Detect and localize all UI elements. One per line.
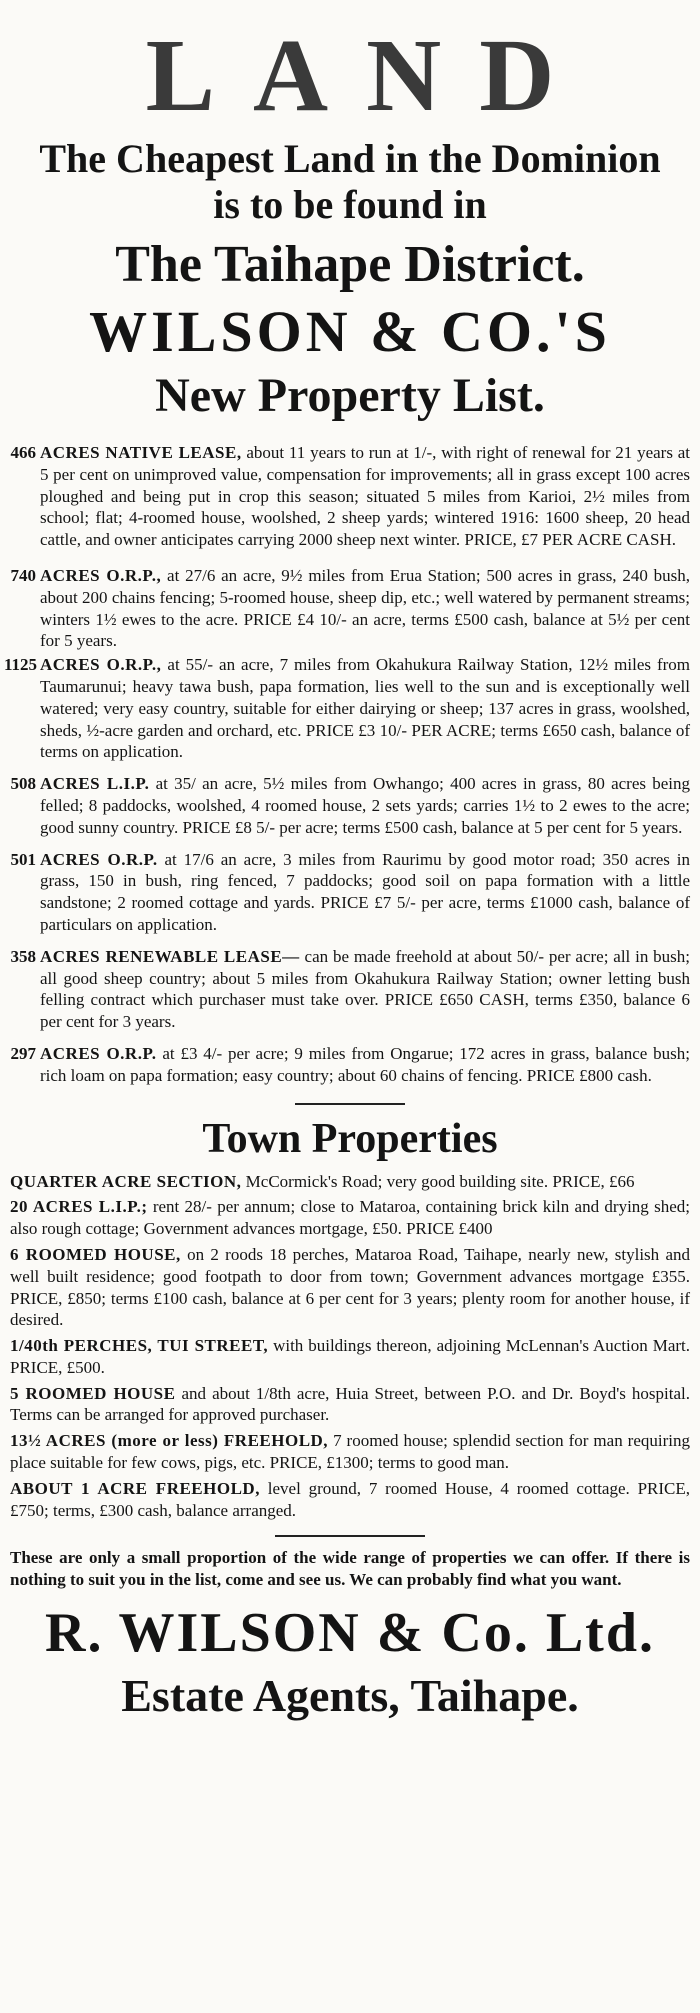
headline-cheapest-land: The Cheapest Land in the Dominion	[39, 136, 661, 181]
town-heading: 6 ROOMED HOUSE,	[10, 1244, 181, 1264]
town-heading: 1/40th PERCHES, TUI STREET,	[10, 1336, 269, 1356]
headline-property-list: New Property List.	[155, 369, 545, 422]
listing-text: about 11 years to run at 1/-, with right of renewal for 21 years at 5 per cent on unimproved value, compensation for improvements; all in grass except 100 acres ploughed and being put in crop this season; situated 5 miles from Karioi, 2½ miles from school; flat; 4-roomed house, woolshed, 2 sheep yards; wintered 1916: 1600 sheep, 20 head cattle, and owner anticipates carrying 2000 sheep next winter. PRICE, £7 PER ACRE CASH.	[40, 443, 691, 550]
listing-item	[10, 565, 691, 652]
listing-text: can be made freehold at about 50/- per acre; all in bush; all good sheep country; about 5 miles from Okahukura Railway Station; owner letting bush felling contract which purchaser must take over. PRICE £650 CASH, terms £350, balance 6 per cent for 3 years.	[40, 946, 691, 1032]
listing-text: at 27/6 an acre, 9½ miles from Erua Station; 500 acres in grass, 240 bush, about 200 chains fencing; 5-roomed house, sheep dip, etc.; well watered by permanent streams; winters 1½ ewes to the acre. PRICE £4 10/- an acre, terms £500 cash, balance at 5½ per cent for 5 years.	[40, 565, 691, 651]
listing-item	[10, 442, 691, 551]
town-text: level ground, 7 roomed House, 4 roomed cottage. PRICE, £750; terms, £300 cash, balance arranged.	[10, 1478, 691, 1520]
headline-land: LAND	[145, 18, 593, 133]
town-heading: ABOUT 1 ACRE FREEHOLD,	[10, 1478, 260, 1498]
town-text: with buildings thereon, adjoining McLennan's Auction Mart. PRICE, £500.	[10, 1336, 690, 1377]
listing-acreage: 466	[10, 443, 36, 462]
listing-item	[10, 946, 691, 1033]
headline-firm: WILSON & CO.'S	[89, 299, 611, 364]
listing-item	[4, 654, 691, 763]
headline-found-in: is to be found in	[213, 182, 487, 227]
listing-acreage: 1125	[4, 655, 38, 675]
listing-heading: ACRES NATIVE LEASE,	[40, 443, 242, 462]
listing-text: at 17/6 an acre, 3 miles from Raurimu by good motor road; 350 acres in grass, 150 in bush, ring fenced, 7 paddocks; good soil on papa formation with a little sandstone; 2 roomed cottage and yards. PRICE £7 5/- per acre, terms £1000 cash, balance of particulars on application.	[40, 849, 690, 934]
listing-item	[10, 773, 691, 838]
listing-heading: ACRES O.R.P.,	[40, 655, 162, 675]
listing-text: at £3 4/- per acre; 9 miles from Ongarue; 172 acres in grass, balance bush; rich loam on papa formation; easy country; about 60 chains of fencing. PRICE £800 cash.	[40, 1043, 691, 1085]
listing-item	[10, 1043, 691, 1087]
town-item	[10, 1244, 690, 1331]
closing-note: These are only a small proportion of the wide range of properties we can offer. If there is nothing to suit you in the list, come and see us. We can probably find what you want.	[10, 1548, 690, 1590]
town-item	[10, 1383, 690, 1427]
listing-text: at 35/ an acre, 5½ miles from Owhango; 400 acres in grass, 80 acres being felled; 8 paddocks, woolshed, 4 roomed house, 2 sets yards; carries 1½ to 2 ewes to the acre; good sunny country. PRICE £8 5/- per acre; terms £500 cash, balance at 5 per cent for 5 years.	[40, 774, 691, 837]
headline-district: The Taihape District.	[115, 236, 585, 293]
rural-listings	[0, 442, 700, 1087]
listing-heading: ACRES L.I.P.	[40, 774, 150, 794]
listing-heading: ACRES RENEWABLE LEASE—	[40, 946, 300, 966]
listing-acreage: 508	[10, 774, 36, 794]
town-item	[10, 1478, 690, 1522]
town-text: McCormick's Road; very good building site. PRICE, £66	[245, 1171, 635, 1191]
town-heading: 20 ACRES L.I.P.;	[10, 1197, 148, 1217]
company-tagline: Estate Agents, Taihape.	[121, 1670, 579, 1722]
town-item	[10, 1171, 690, 1193]
town-text: 7 roomed house; splendid section for man requiring place suitable for few cows, pigs, etc. PRICE, £1300; terms to good man.	[10, 1431, 690, 1473]
town-item	[10, 1335, 690, 1379]
town-properties-heading: Town Properties	[202, 1115, 498, 1162]
listing-heading: ACRES O.R.P.	[40, 1043, 157, 1063]
town-text: and about 1/8th acre, Huia Street, between P.O. and Dr. Boyd's hospital. Terms can be arranged for approved purchaser.	[10, 1383, 691, 1425]
town-heading: 13½ ACRES (more or less) FREEHOLD,	[10, 1431, 329, 1451]
town-item	[10, 1196, 690, 1240]
town-heading: 5 ROOMED HOUSE	[10, 1383, 176, 1403]
listing-acreage: 740	[10, 565, 36, 585]
town-text: rent 28/- per annum; close to Mataroa, containing brick kiln and drying shed; also rough cottage; Government advances mortgage, £50. PRICE £400	[10, 1197, 690, 1239]
listing-text: at 55/- an acre, 7 miles from Okahukura Railway Station, 12½ miles from Taumarunui; heavy tawa bush, papa formation, lies well to the sun and is exceptionally well watered; very easy country, suitable for either dairying or sheep; 137 acres in grass, woolshed, sheds, ½-acre garden and orchard, etc. PRICE £3 10/- PER ACRE; terms £650 cash, balance of terms on application.	[40, 655, 691, 762]
listing-heading: ACRES O.R.P.,	[40, 565, 162, 585]
listing-acreage: 358	[10, 946, 36, 966]
listing-acreage: 297	[10, 1043, 36, 1063]
footer-divider	[275, 1535, 425, 1537]
listing-item	[10, 849, 690, 936]
town-item	[10, 1430, 690, 1474]
listing-heading: ACRES O.R.P.	[40, 849, 158, 869]
listing-acreage: 501	[10, 849, 36, 869]
town-listings	[0, 1171, 700, 1522]
town-heading: QUARTER ACRE SECTION,	[10, 1171, 242, 1191]
town-text: on 2 roods 18 perches, Mataroa Road, Taihape, nearly new, stylish and well built residence; good footpath to door from town; Government advances mortgage £355. PRICE, £850; terms £100 cash, balance at 6 per cent for 3 years; plenty room for another house, if desired.	[10, 1244, 691, 1330]
company-name: R. WILSON & Co. Ltd.	[45, 1602, 655, 1665]
section-divider	[295, 1103, 405, 1105]
